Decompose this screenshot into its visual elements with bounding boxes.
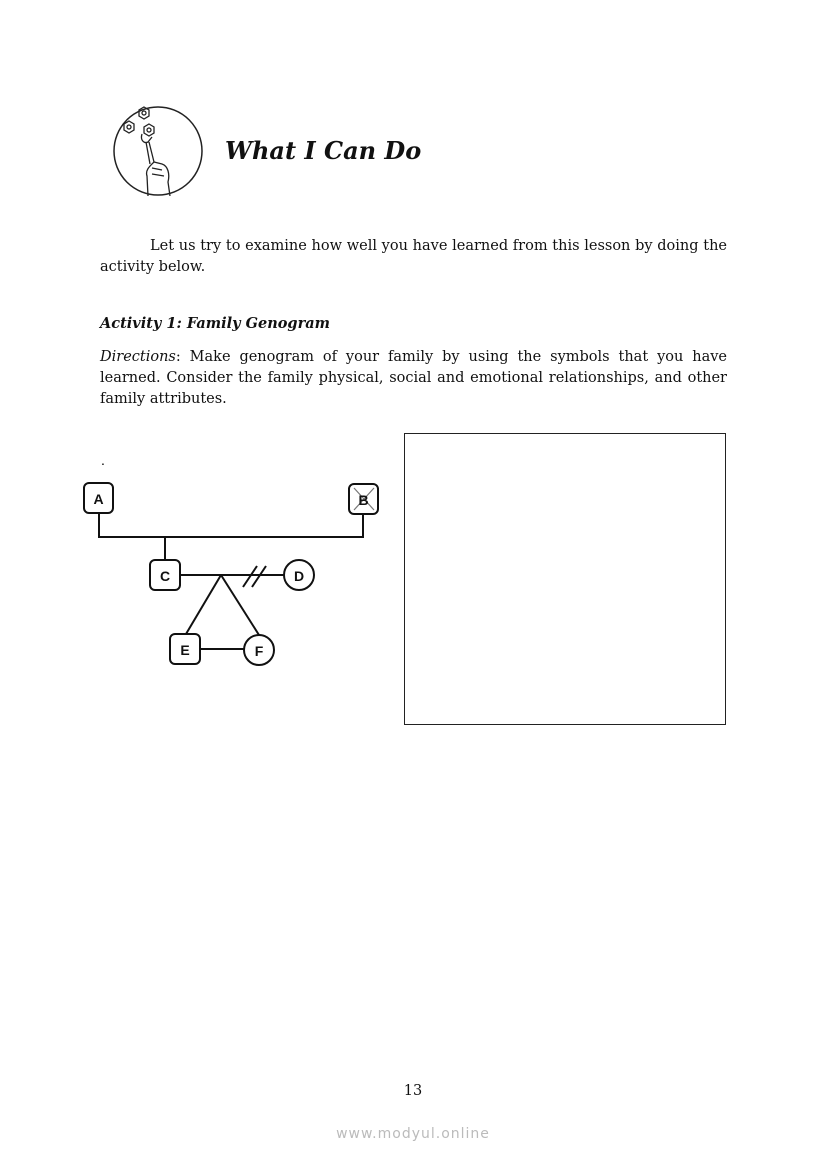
marriage-line-ab xyxy=(99,513,363,537)
stray-dot: . xyxy=(101,452,105,468)
node-c-label: C xyxy=(159,568,171,584)
intro-paragraph: Let us try to examine how well you have learned from this lesson by doing the activity below. xyxy=(100,238,727,275)
children-lines-ef xyxy=(186,575,259,635)
activity-title: Activity 1: Family Genogram xyxy=(100,315,330,332)
node-a-label: A xyxy=(93,491,104,507)
directions-text: : Make genogram of your family by using the symbols that you have learned. Consider the family physical, social and emotional relationships, and other family attributes. xyxy=(100,349,727,407)
node-b-label: B xyxy=(358,492,369,508)
node-d-label: D xyxy=(293,568,305,584)
page-number: 13 xyxy=(403,1083,423,1099)
section-title: What I Can Do xyxy=(225,136,422,165)
genogram-answer-box[interactable] xyxy=(404,433,726,725)
watermark: www.modyul.online xyxy=(336,1126,490,1142)
divorce-slashes xyxy=(243,566,266,587)
node-f-label: F xyxy=(254,643,264,659)
node-e-label: E xyxy=(180,642,190,658)
directions-label: Directions xyxy=(100,349,176,365)
